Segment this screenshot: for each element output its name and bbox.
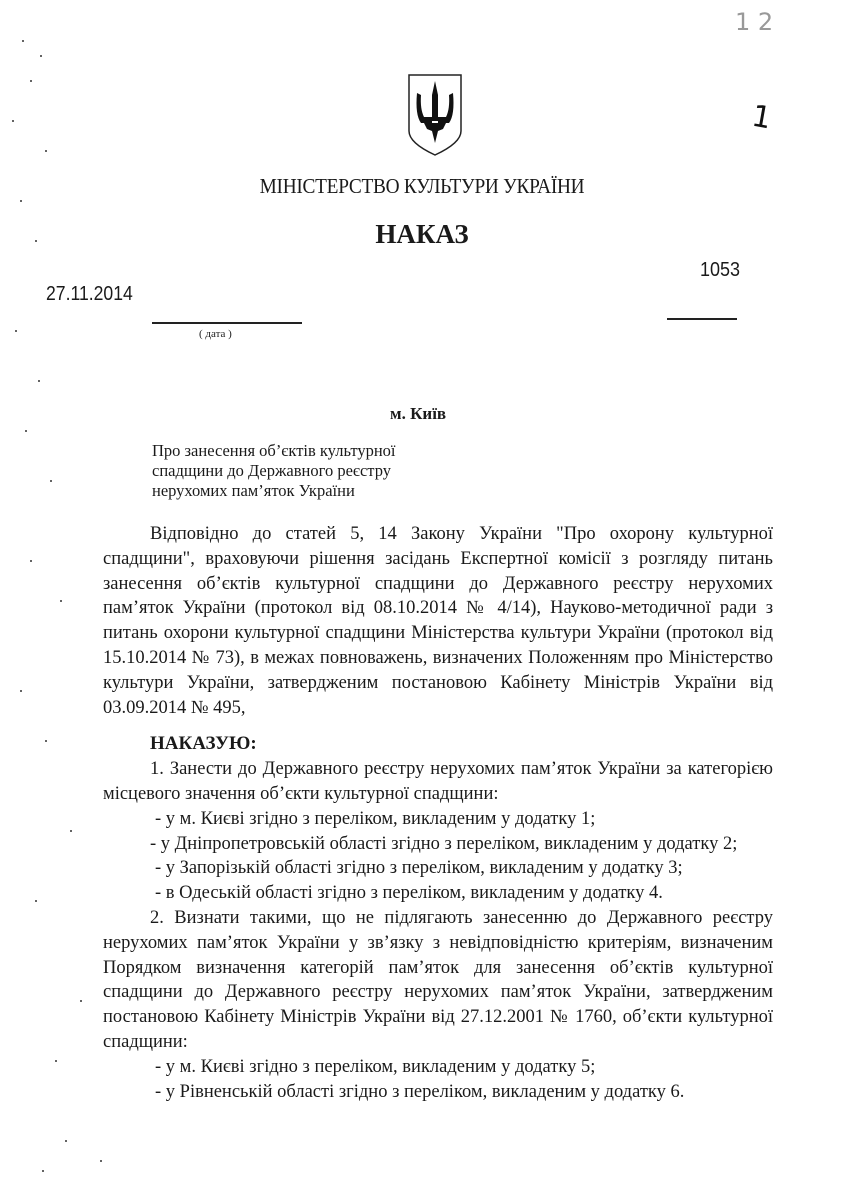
item-1: 1. Занести до Державного реєстру нерухомих пам’яток України за категорією місцевого значення об’єкти культурної спадщини: [103,759,773,804]
subject-line: нерухомих пам’яток України [152,481,355,500]
city: м. Київ [390,404,447,423]
item-2: 2. Визнати такими, що не підлягають занесенню до Державного реєстру нерухомих пам’яток України у зв’язку з невідповідністю критеріям, визначеним Порядком визначення категорій пам’яток для занесення об’єктів культурної спадщини до Державного реєстру нерухомих пам’яток України, затвердженим постановою Кабінету Міністрів України від 27.12.2001 № 1760, об’єкти культурної спадщини: [103,907,773,1052]
subject-line: Про занесення об’єктів культурної [152,441,396,460]
subitem: - у Рівненській області згідно з переліком, викладеним у додатку 6. [155,1081,685,1102]
order-number: 1053 [700,259,741,281]
document-body [103,522,773,1104]
ministry-name: МІНІСТЕРСТВО КУЛЬТУРИ УКРАЇНИ [259,174,585,198]
order-date: 27.11.2014 [46,283,133,305]
date-caption: ( дата ) [199,328,232,340]
order-label: НАКАЗУЮ: [150,733,257,755]
coat-of-arms-icon [407,73,463,157]
document-type-title: НАКАЗ [375,219,469,249]
subject-line: спадщини до Державного реєстру [152,461,391,480]
subitem: - в Одеській області згідно з переліком, викладеним у додатку 4. [155,883,663,904]
preamble: Відповідно до статей 5, 14 Закону України "Про охорону культурної спадщини", враховуючи рішення засідань Експертної комісії з розгляду питань занесення об’єктів культурної спадщини до Державного реєстру нерухомих пам’яток України (протокол від 08.10.2014 № 4/14), Науково-методичної ради з питань охорони культурної спадщини Міністерства культури України (протокол від 15.10.2014 № 73), в межах повноважень, визначених Положенням про Міністерство культури України, затвердженим постановою Кабінету Міністрів України від 03.09.2014 № 495, [103,524,773,718]
subitem: - у м. Києві згідно з переліком, викладеним у додатку 1; [155,808,596,829]
subitem: - у Дніпропетровській області згідно з переліком, викладеним у додатку 2; [150,833,738,854]
handwritten-mark-top: 1 2 [735,8,774,36]
order-subject [152,441,472,501]
handwritten-page-number: 1 [749,98,774,137]
date-underline [152,322,302,324]
subitem: - у Запорізькій області згідно з переліком, викладеним у додатку 3; [155,858,683,879]
number-underline [667,318,737,320]
subitem: - у м. Києві згідно з переліком, викладеним у додатку 5; [155,1056,596,1077]
